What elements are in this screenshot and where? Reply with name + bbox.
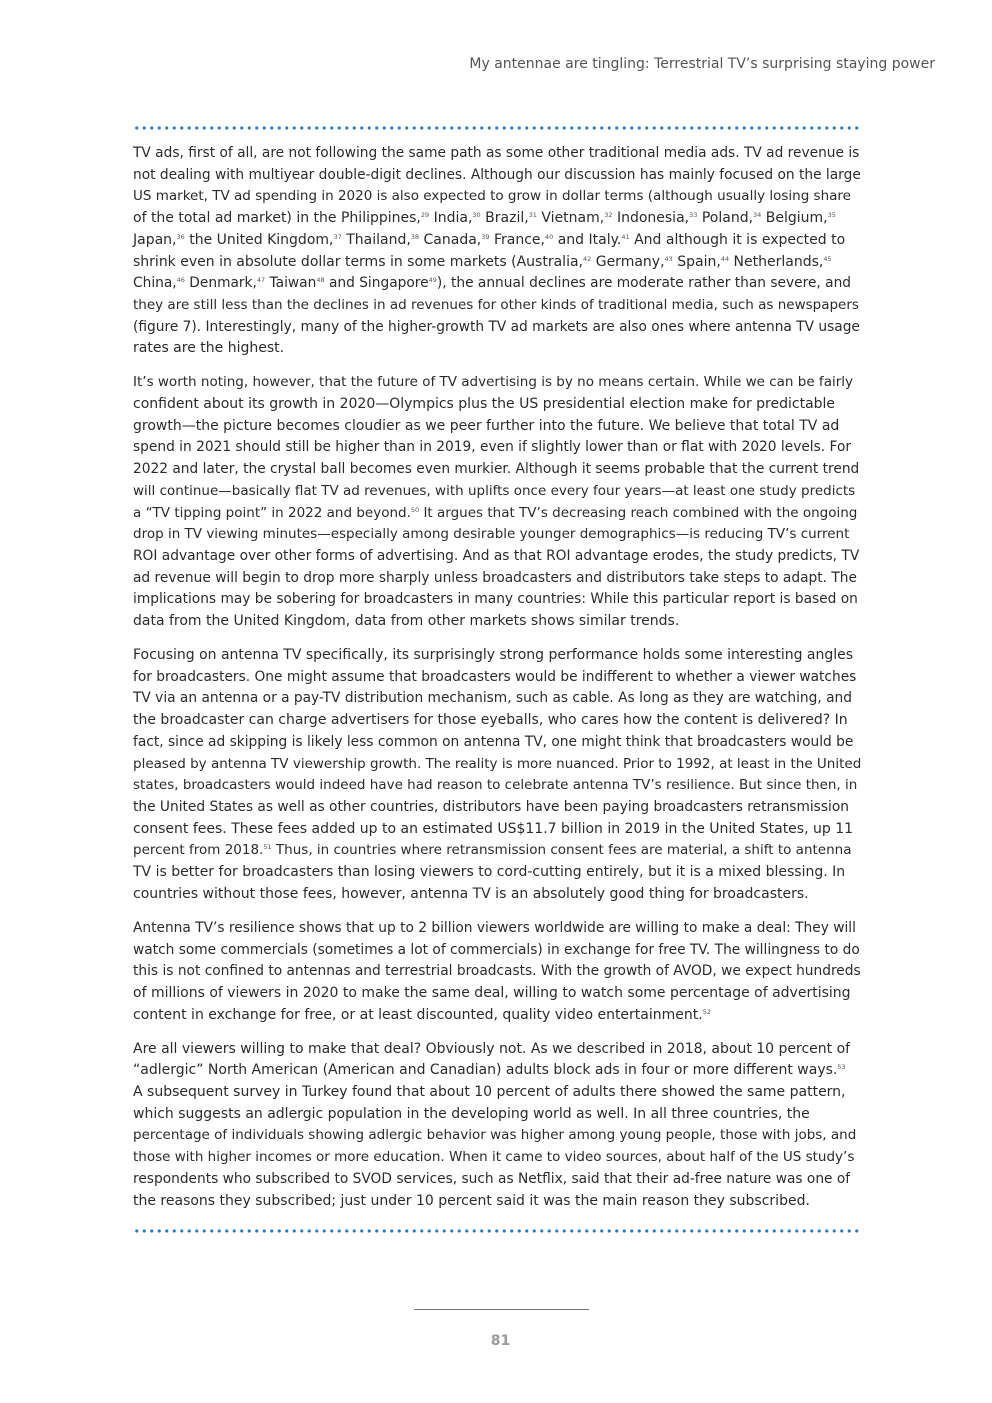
bottom-dotted-rule: [133, 1228, 861, 1234]
footnote-reference[interactable]: 47: [256, 276, 266, 285]
body-paragraph: [133, 372, 861, 632]
text-run: Spain,: [672, 253, 721, 270]
text-run: France,: [489, 231, 545, 248]
text-run: watch some commercials (sometimes a lot of commercials) in exchange for free TV. The willingness to do: [133, 941, 860, 958]
text-run: data from the United Kingdom, data from other markets shows similar trends.: [133, 613, 680, 630]
text-run: confident about its growth in 2020—Olympics plus the US presidential election make for predictable: [133, 396, 836, 413]
page-number: 81: [490, 1333, 511, 1349]
footnote-reference[interactable]: 45: [823, 254, 832, 263]
text-run: the broadcaster can charge advertisers for those eyeballs, who cares how the content is delivered? In: [133, 712, 848, 729]
text-line: [133, 546, 861, 568]
text-line: [133, 983, 861, 1005]
text-line: [133, 1169, 861, 1191]
text-line: [133, 918, 861, 940]
text-run: for broadcasters. One might assume that broadcasters would be indifferent to whether a viewer watches: [133, 668, 857, 685]
text-line: [133, 1125, 861, 1147]
body-paragraph: [133, 645, 861, 905]
text-line: [133, 481, 861, 503]
footnote-reference[interactable]: 37: [333, 232, 342, 241]
text-run: the reasons they subscribed; just under 10 percent said it was the main reason they subscribed.: [133, 1192, 810, 1209]
text-run: Are all viewers willing to make that deal? Obviously not. As we described in 2018, about 10 percent of: [133, 1040, 851, 1057]
text-run: Japan,: [133, 231, 177, 248]
text-line: [133, 732, 861, 754]
text-run: and Italy.: [553, 231, 622, 248]
text-run: And although it is expected to: [629, 231, 846, 248]
text-run: the United States as well as other countries, distributors have been paying broadcasters retransmission: [133, 798, 849, 815]
body-paragraph: [133, 143, 861, 360]
text-line: [133, 186, 861, 208]
text-run: states, broadcasters would indeed have had reason to celebrate antenna TV’s resilience. But since then, in: [133, 777, 858, 794]
text-line: [133, 524, 861, 546]
text-run: India,: [429, 210, 473, 227]
footnote-reference[interactable]: 41: [621, 232, 630, 241]
text-line: [133, 459, 861, 481]
footnote-reference[interactable]: 32: [604, 211, 613, 220]
text-run: rates are the highest.: [133, 340, 285, 357]
text-run: Belgium,: [761, 210, 828, 227]
text-run: those with higher incomes or more education. When it came to video sources, about half of the US study’s: [133, 1149, 855, 1166]
footnote-reference[interactable]: 35: [827, 211, 836, 220]
text-line: [133, 961, 861, 983]
text-line: [133, 1147, 861, 1169]
text-run: countries without those fees, however, antenna TV is an absolutely good thing for broadcasters.: [133, 885, 809, 902]
text-run: this is not confined to antennas and terrestrial broadcasts. With the growth of AVOD, we expect hundreds: [133, 963, 861, 980]
text-line: [133, 1060, 861, 1082]
footnote-reference[interactable]: 29: [420, 211, 430, 220]
text-run: and Singapore: [324, 275, 429, 292]
text-line: [133, 416, 861, 438]
footnote-reference[interactable]: 34: [753, 211, 762, 220]
footnote-reference[interactable]: 44: [720, 254, 730, 263]
text-line: [133, 645, 861, 667]
footnote-reference[interactable]: 43: [664, 254, 673, 263]
text-line: [133, 840, 861, 862]
text-run: content in exchange for free, or at least discounted, quality video entertainment.: [133, 1006, 703, 1023]
footnote-reference[interactable]: 38: [410, 232, 420, 241]
text-run: fact, since ad skipping is likely less common on antenna TV, one might think that broadcasters would be: [133, 733, 854, 750]
footnote-reference[interactable]: 40: [545, 232, 554, 241]
text-run: consent fees. These fees added up to an estimated US$11.7 billion in 2019 in the United States, up 11: [133, 820, 854, 837]
footnote-reference[interactable]: 31: [528, 211, 537, 220]
text-line: [133, 252, 861, 274]
text-run: the United Kingdom,: [184, 231, 334, 248]
text-run: Antenna TV’s resilience shows that up to 2 billion viewers worldwide are willing to make a deal: They will: [133, 919, 856, 936]
text-run: pleased by antenna TV viewership growth. The reality is more nuanced. Prior to 1992, at least in the United: [133, 755, 862, 772]
text-line: [133, 819, 861, 841]
text-run: of the total ad market) in the Philippines,: [133, 210, 421, 227]
text-run: growth—the picture becomes cloudier as we peer further into the future. We believe that total TV ad: [133, 417, 840, 434]
footnote-reference[interactable]: 42: [582, 254, 592, 263]
text-run: A subsequent survey in Turkey found that about 10 percent of adults there showed the same pattern,: [133, 1084, 846, 1101]
text-run: drop in TV viewing minutes—especially among desirable younger demographics—is reducing TV’s current: [133, 526, 850, 543]
text-line: [133, 589, 861, 611]
text-run: percent from 2018.: [133, 842, 264, 859]
text-line: [133, 754, 861, 776]
text-run: not dealing with multiyear double-digit declines. Although our discussion has mainly focused on the large: [133, 166, 861, 183]
text-run: Netherlands,: [729, 253, 824, 270]
footnote-reference[interactable]: 49: [428, 276, 437, 285]
text-run: Indonesia,: [612, 210, 690, 227]
text-run: US market, TV ad spending in 2020 is also expected to grow in dollar terms (although usually losing share: [133, 188, 851, 205]
footnote-reference[interactable]: 33: [689, 211, 698, 220]
text-run: China,: [133, 275, 177, 292]
text-line: [133, 568, 861, 590]
text-line: [133, 437, 861, 459]
text-line: [133, 775, 861, 797]
text-run: “adlergic” North American (American and Canadian) adults block ads in four or more different ways.: [133, 1062, 838, 1079]
text-run: which suggests an adlergic population in the developing world as well. In all three countries, the: [133, 1105, 810, 1122]
text-run: 2022 and later, the crystal ball becomes even murkier. Although it seems probable that the current trend: [133, 461, 860, 478]
text-run: ), the annual declines are moderate rather than severe, and: [436, 275, 852, 292]
text-run: will continue—basically flat TV ad revenues, with uplifts once every four years—at least one study predicts: [133, 482, 856, 499]
text-line: [133, 1039, 861, 1061]
footer-divider: [414, 1309, 589, 1310]
text-run: Thailand,: [341, 231, 411, 248]
footnote-reference[interactable]: 46: [176, 276, 185, 285]
footnote-reference[interactable]: 53: [837, 1063, 846, 1072]
text-run: shrink even in absolute dollar terms in some markets (Australia,: [133, 253, 583, 270]
text-line: [133, 1005, 861, 1027]
text-run: respondents who subscribed to SVOD services, such as Netflix, said that their ad-free nature was one of: [133, 1170, 851, 1187]
footnote-reference[interactable]: 36: [176, 232, 185, 241]
text-run: percentage of individuals showing adlergic behavior was higher among young people, those with jobs, and: [133, 1127, 857, 1144]
text-run: spend in 2021 should still be higher than in 2019, even if slightly lower than or flat with 2020 levels. For: [133, 439, 852, 456]
text-line: [133, 940, 861, 962]
text-run: they are still less than the declines in ad revenues for other kinds of traditional media, such as newspapers: [133, 296, 859, 313]
footnote-reference[interactable]: 51: [263, 843, 272, 852]
text-run: implications may be sobering for broadcasters in many countries: While this particular report is based on: [133, 591, 858, 608]
text-line: [133, 317, 861, 339]
text-run: TV is better for broadcasters than losing viewers to cord-cutting entirely, but it is a mixed blessing. In: [133, 864, 846, 881]
footnote-reference[interactable]: 30: [472, 211, 481, 220]
text-line: [133, 710, 861, 732]
footnote-reference[interactable]: 52: [702, 1007, 711, 1016]
text-line: [133, 862, 861, 884]
text-line: [133, 165, 861, 187]
text-run: (figure 7). Interestingly, many of the higher-growth TV ad markets are also ones where antenna TV usage: [133, 318, 860, 335]
text-line: [133, 688, 861, 710]
text-run: Denmark,: [184, 275, 257, 292]
text-run: It’s worth noting, however, that the future of TV advertising is by no means certain. While we can be fairly: [133, 374, 854, 391]
text-line: [133, 372, 861, 394]
top-dotted-rule: [133, 125, 861, 131]
text-run: Brazil,: [480, 210, 529, 227]
text-line: [133, 667, 861, 689]
text-line: [133, 1191, 861, 1213]
text-run: Poland,: [697, 210, 754, 227]
text-run: ROI advantage over other forms of advertising. And as that ROI advantage erodes, the study predicts, TV: [133, 547, 860, 564]
text-line: [133, 611, 861, 633]
text-run: Thus, in countries where retransmission consent fees are material, a shift to antenna: [271, 842, 852, 859]
text-line: [133, 338, 861, 360]
text-line: [133, 797, 861, 819]
text-run: Germany,: [591, 253, 665, 270]
footnote-reference[interactable]: 39: [481, 232, 490, 241]
text-line: [133, 143, 861, 165]
text-run: a “TV tipping point” in 2022 and beyond.: [133, 504, 411, 521]
text-line: [133, 503, 861, 525]
text-line: [133, 208, 861, 230]
text-run: Vietnam,: [536, 210, 605, 227]
text-line: [133, 1104, 861, 1126]
text-line: [133, 230, 861, 252]
text-line: [133, 884, 861, 906]
footnote-reference[interactable]: 50: [410, 505, 420, 514]
text-line: [133, 295, 861, 317]
text-line: [133, 273, 861, 295]
body-paragraph: [133, 918, 861, 1027]
text-run: ad revenue will begin to drop more sharply unless broadcasters and distributors take steps to adapt. The: [133, 569, 857, 586]
text-run: of millions of viewers in 2020 to make the same deal, willing to watch some percentage of advertising: [133, 984, 851, 1001]
text-run: Canada,: [419, 231, 482, 248]
text-line: [133, 394, 861, 416]
running-header: My antennae are tingling: Terrestrial TV’s surprising staying power: [469, 56, 935, 72]
text-run: TV via an antenna or a pay-TV distribution mechanism, such as cable. As long as they are watching, and: [133, 690, 852, 707]
text-run: TV ads, first of all, are not following the same path as some other traditional media ads. TV ad revenue is: [133, 145, 860, 161]
text-run: Focusing on antenna TV specifically, its surprisingly strong performance holds some interesting angles: [133, 647, 854, 664]
body-paragraph: [133, 1039, 861, 1213]
text-run: It argues that TV’s decreasing reach combined with the ongoing: [419, 504, 858, 521]
body-text: [133, 143, 861, 1225]
text-line: [133, 1082, 861, 1104]
text-run: Taiwan: [265, 275, 317, 292]
footnote-reference[interactable]: 48: [316, 276, 325, 285]
